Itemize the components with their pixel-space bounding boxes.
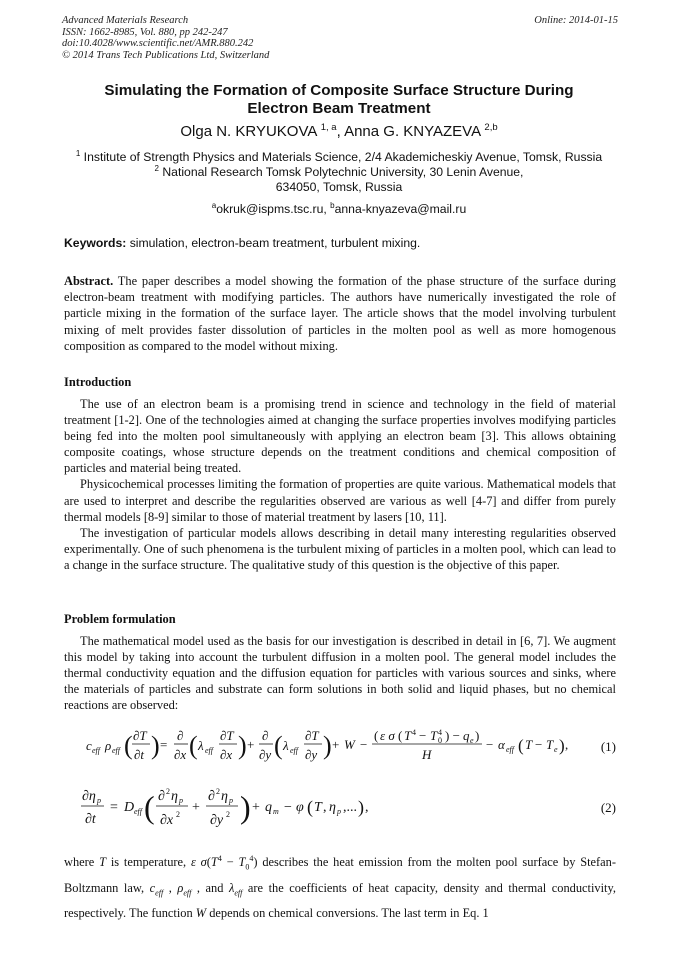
svg-text:=: =	[160, 737, 168, 752]
svg-text:q: q	[463, 728, 470, 743]
svg-text:(: (	[518, 736, 524, 755]
email-mark: b	[330, 201, 335, 210]
affiliation-text: Institute of Strength Physics and Materials Science, 2/4 Akademicheskiy Avenue, Tomsk, Russia	[80, 150, 603, 164]
inline-math-coefficients: $c_{eff}$ , $\rho_{eff}$ ,	[149, 880, 200, 898]
problem-body	[64, 633, 616, 713]
journal-copyright: © 2014 Trans Tech Publications Ltd, Switzerland	[62, 49, 270, 61]
svg-text:2: 2	[176, 810, 180, 819]
paragraph: The investigation of particular models allows describing in detail many interesting regularities observed experimentally. One of such phenomena is the turbulent mixing of particles in a molten pool, which can lead to a change in the surface structure. The qualitative study of this question is the objective of this paper.	[64, 525, 616, 572]
equation-1	[64, 726, 616, 768]
svg-text:λ: λ	[198, 738, 204, 753]
svg-text:(: (	[398, 728, 403, 743]
affiliation-mark: 1	[75, 149, 81, 158]
equation-1-formula	[64, 726, 584, 768]
svg-text:p: p	[97, 796, 101, 805]
svg-text:+: +	[332, 737, 340, 752]
svg-text:4: 4	[412, 728, 416, 737]
svg-text:e: e	[470, 736, 474, 745]
svg-text:p: p	[229, 796, 233, 805]
text-run: and	[199, 880, 229, 895]
equation-2	[64, 785, 616, 831]
svg-text:α: α	[498, 737, 505, 752]
svg-text:∂: ∂	[158, 789, 165, 804]
svg-text:e: e	[554, 745, 558, 754]
svg-text:(: (	[144, 789, 155, 825]
journal-doi: doi:10.4028/www.scientific.net/AMR.880.242	[62, 38, 254, 50]
svg-text:,: ,	[365, 800, 369, 815]
svg-text:∂T: ∂T	[220, 728, 234, 743]
title-line-1: Simulating the Formation of Composite Surface Structure During	[104, 82, 574, 99]
affiliation-1	[62, 150, 616, 165]
affiliation-text: National Research Tomsk Polytechnic University, 30 Lenin Avenue,	[158, 165, 524, 179]
svg-text:λ: λ	[283, 738, 289, 753]
affiliation-2-cont: 634050, Tomsk, Russia	[275, 180, 403, 194]
svg-text:(: (	[307, 797, 313, 817]
affiliation-mark: 2	[154, 164, 159, 173]
svg-text:4: 4	[438, 728, 442, 737]
svg-text:∂: ∂	[208, 789, 215, 804]
svg-text:(: (	[274, 731, 283, 760]
svg-text:,: ,	[565, 737, 569, 752]
svg-text:∂T: ∂T	[305, 728, 319, 743]
svg-text:,...: ,...	[343, 800, 357, 815]
inline-math-lambda: $\lambda_{eff}$	[228, 880, 243, 898]
author-separator: ,	[336, 123, 345, 140]
svg-text:−: −	[284, 800, 292, 815]
svg-text:T: T	[546, 737, 554, 752]
svg-text:∂x: ∂x	[160, 813, 174, 828]
svg-text:ρ: ρ	[105, 738, 112, 753]
svg-text:−: −	[419, 728, 427, 743]
svg-text:η: η	[329, 800, 336, 815]
svg-text:): )	[151, 731, 160, 760]
svg-text:η: η	[171, 789, 178, 804]
journal-name: Advanced Materials Research	[62, 15, 189, 26]
equation-number: (1)	[600, 739, 616, 754]
svg-text:∂: ∂	[177, 728, 184, 743]
section-heading-problem-formulation: Problem formulation	[64, 612, 176, 626]
svg-text:∂t: ∂t	[134, 747, 145, 762]
svg-text:η: η	[221, 789, 228, 804]
svg-text:∂T: ∂T	[133, 728, 147, 743]
svg-text:∂η: ∂η	[82, 789, 96, 804]
online-date: Online: 2014-01-15	[534, 15, 618, 26]
svg-text:): )	[358, 797, 364, 817]
text-run: where	[64, 855, 100, 870]
equation-2-formula	[64, 785, 584, 831]
svg-text:(: (	[124, 731, 133, 760]
svg-text:−: −	[486, 737, 494, 752]
svg-text:,: ,	[323, 800, 327, 815]
svg-text:φ: φ	[296, 800, 304, 815]
svg-text:H: H	[422, 747, 432, 762]
svg-text:∂y: ∂y	[259, 747, 272, 762]
equation-description	[64, 848, 616, 924]
text-run: depends on chemical conversions. The last term in Eq. 1	[206, 906, 489, 921]
svg-text:eff: eff	[112, 746, 120, 755]
svg-text:−: −	[535, 737, 543, 752]
keywords-text: simulation, electron-beam treatment, turbulent mixing.	[126, 236, 421, 250]
affiliation-2	[62, 165, 616, 180]
paragraph	[64, 848, 616, 924]
svg-text:p: p	[337, 807, 341, 816]
svg-text:): )	[323, 731, 332, 760]
author-emails	[62, 202, 616, 217]
author-affiliation-mark: 1, a	[320, 122, 337, 133]
email-mark: a	[211, 201, 217, 210]
math-symbol: T	[99, 855, 106, 870]
svg-text:p: p	[179, 796, 183, 805]
svg-text:ε σ: ε σ	[380, 728, 395, 743]
svg-text:=: =	[110, 800, 118, 815]
paragraph: The use of an electron beam is a promising trend in science and technology in the field of material treatment [1-2]. One of the technologies aimed at changing the surface properties involves modifying particles being fed into the molten pool simultaneously with applying an electron beam [3]. This allows obtaining composite coatings, whose structure depends on the treatment conditions and chemical composition of particles and material being treated.	[64, 397, 616, 476]
svg-text:−: −	[360, 737, 368, 752]
text-run: are the coefficients of heat capacity, density and thermal conductivity, respectively. The function	[64, 880, 616, 921]
svg-text:T: T	[404, 728, 412, 743]
svg-text:2: 2	[226, 810, 230, 819]
author-affiliation-mark: 2,b	[484, 122, 498, 133]
equation-number: (2)	[600, 800, 616, 815]
svg-text:eff: eff	[134, 807, 142, 816]
svg-text:) −: ) −	[445, 728, 460, 743]
paper-title	[62, 82, 616, 118]
abstract	[64, 273, 616, 354]
email-link[interactable]: anna-knyazeva@mail.ru	[334, 202, 467, 216]
svg-text:∂: ∂	[262, 728, 269, 743]
text-run: describes the heat emission from the molten pool surface by Stefan-Boltzmann law,	[64, 855, 616, 895]
svg-text:+: +	[247, 737, 255, 752]
affiliations	[62, 150, 616, 195]
svg-text:eff: eff	[92, 746, 100, 755]
email-link[interactable]: okruk@ispms.tsc.ru,	[216, 202, 331, 216]
section-heading-introduction: Introduction	[64, 375, 132, 389]
svg-text:∂x: ∂x	[220, 747, 233, 762]
text-run: is temperature,	[106, 855, 191, 870]
math-symbol: W	[195, 906, 207, 921]
journal-issn: ISSN: 1662-8985, Vol. 880, pp 242-247	[62, 26, 228, 38]
keywords	[64, 236, 616, 251]
introduction-body	[64, 396, 616, 573]
svg-text:D: D	[124, 800, 135, 815]
abstract-label: Abstract.	[64, 274, 114, 288]
paragraph: The mathematical model used as the basis for our investigation is described in detail in [6, 7]. We augment this model by taking into account the turbulent diffusion in a molten pool. The general model includes the thermal conductivity equation and the diffusion equation for particles with various sources and sinks, where the materials of particles and substrate can form solutions in both solid and liquid phases, but no chemical reactions are observed:	[64, 634, 616, 713]
title-line-2: Electron Beam Treatment	[247, 100, 431, 117]
svg-text:∂y: ∂y	[210, 813, 224, 828]
author-list	[62, 123, 616, 141]
svg-text:+: +	[252, 800, 260, 815]
inline-math-emission: ε $\sigma(T^4 - T_0^4)$	[190, 854, 258, 872]
journal-metadata	[62, 15, 618, 61]
svg-text:+: +	[192, 800, 200, 815]
svg-text:eff: eff	[290, 746, 298, 755]
svg-text:∂x: ∂x	[174, 747, 187, 762]
svg-text:eff: eff	[506, 745, 514, 754]
svg-text:∂t: ∂t	[85, 812, 96, 827]
svg-text:0: 0	[438, 736, 442, 745]
svg-text:(: (	[374, 728, 379, 743]
svg-text:T: T	[314, 800, 322, 815]
svg-text:q: q	[265, 800, 272, 815]
svg-text:c: c	[86, 738, 92, 753]
svg-text:T: T	[430, 728, 438, 743]
svg-text:eff: eff	[205, 746, 213, 755]
svg-text:m: m	[273, 807, 279, 816]
svg-text:(: (	[189, 731, 198, 760]
svg-text:): )	[240, 789, 251, 825]
svg-text:): )	[238, 731, 247, 760]
svg-text:): )	[559, 736, 565, 755]
author-name: Anna G. KNYAZEVA	[344, 123, 481, 140]
svg-text:): )	[475, 728, 480, 743]
author-name: Olga N. KRYUKOVA	[180, 123, 317, 140]
svg-text:W: W	[344, 737, 355, 752]
keywords-label: Keywords:	[64, 236, 127, 250]
paragraph: Physicochemical processes limiting the formation of properties are quite various. Mathematical models that are used to interpret and describe the regularities observed are various as well [4-7] and differ from purely thermal models [8-9] similar to those of material treatment by lasers [10, 11].	[64, 477, 616, 524]
svg-text:2: 2	[166, 787, 170, 796]
abstract-text: The paper describes a model showing the formation of the phase structure of the surface during electron-beam treatment with modifying particles. The authors have numerically investigated the role of particle mixing in the formation of the surface layer. The article shows that the model involving turbulent mixing of melt provides faster dissolution of particles in the molten pool as well as more homogenous composition as compared to the model without mixing.	[64, 274, 616, 353]
svg-text:2: 2	[216, 787, 220, 796]
svg-text:T: T	[525, 737, 533, 752]
svg-text:∂y: ∂y	[305, 747, 318, 762]
